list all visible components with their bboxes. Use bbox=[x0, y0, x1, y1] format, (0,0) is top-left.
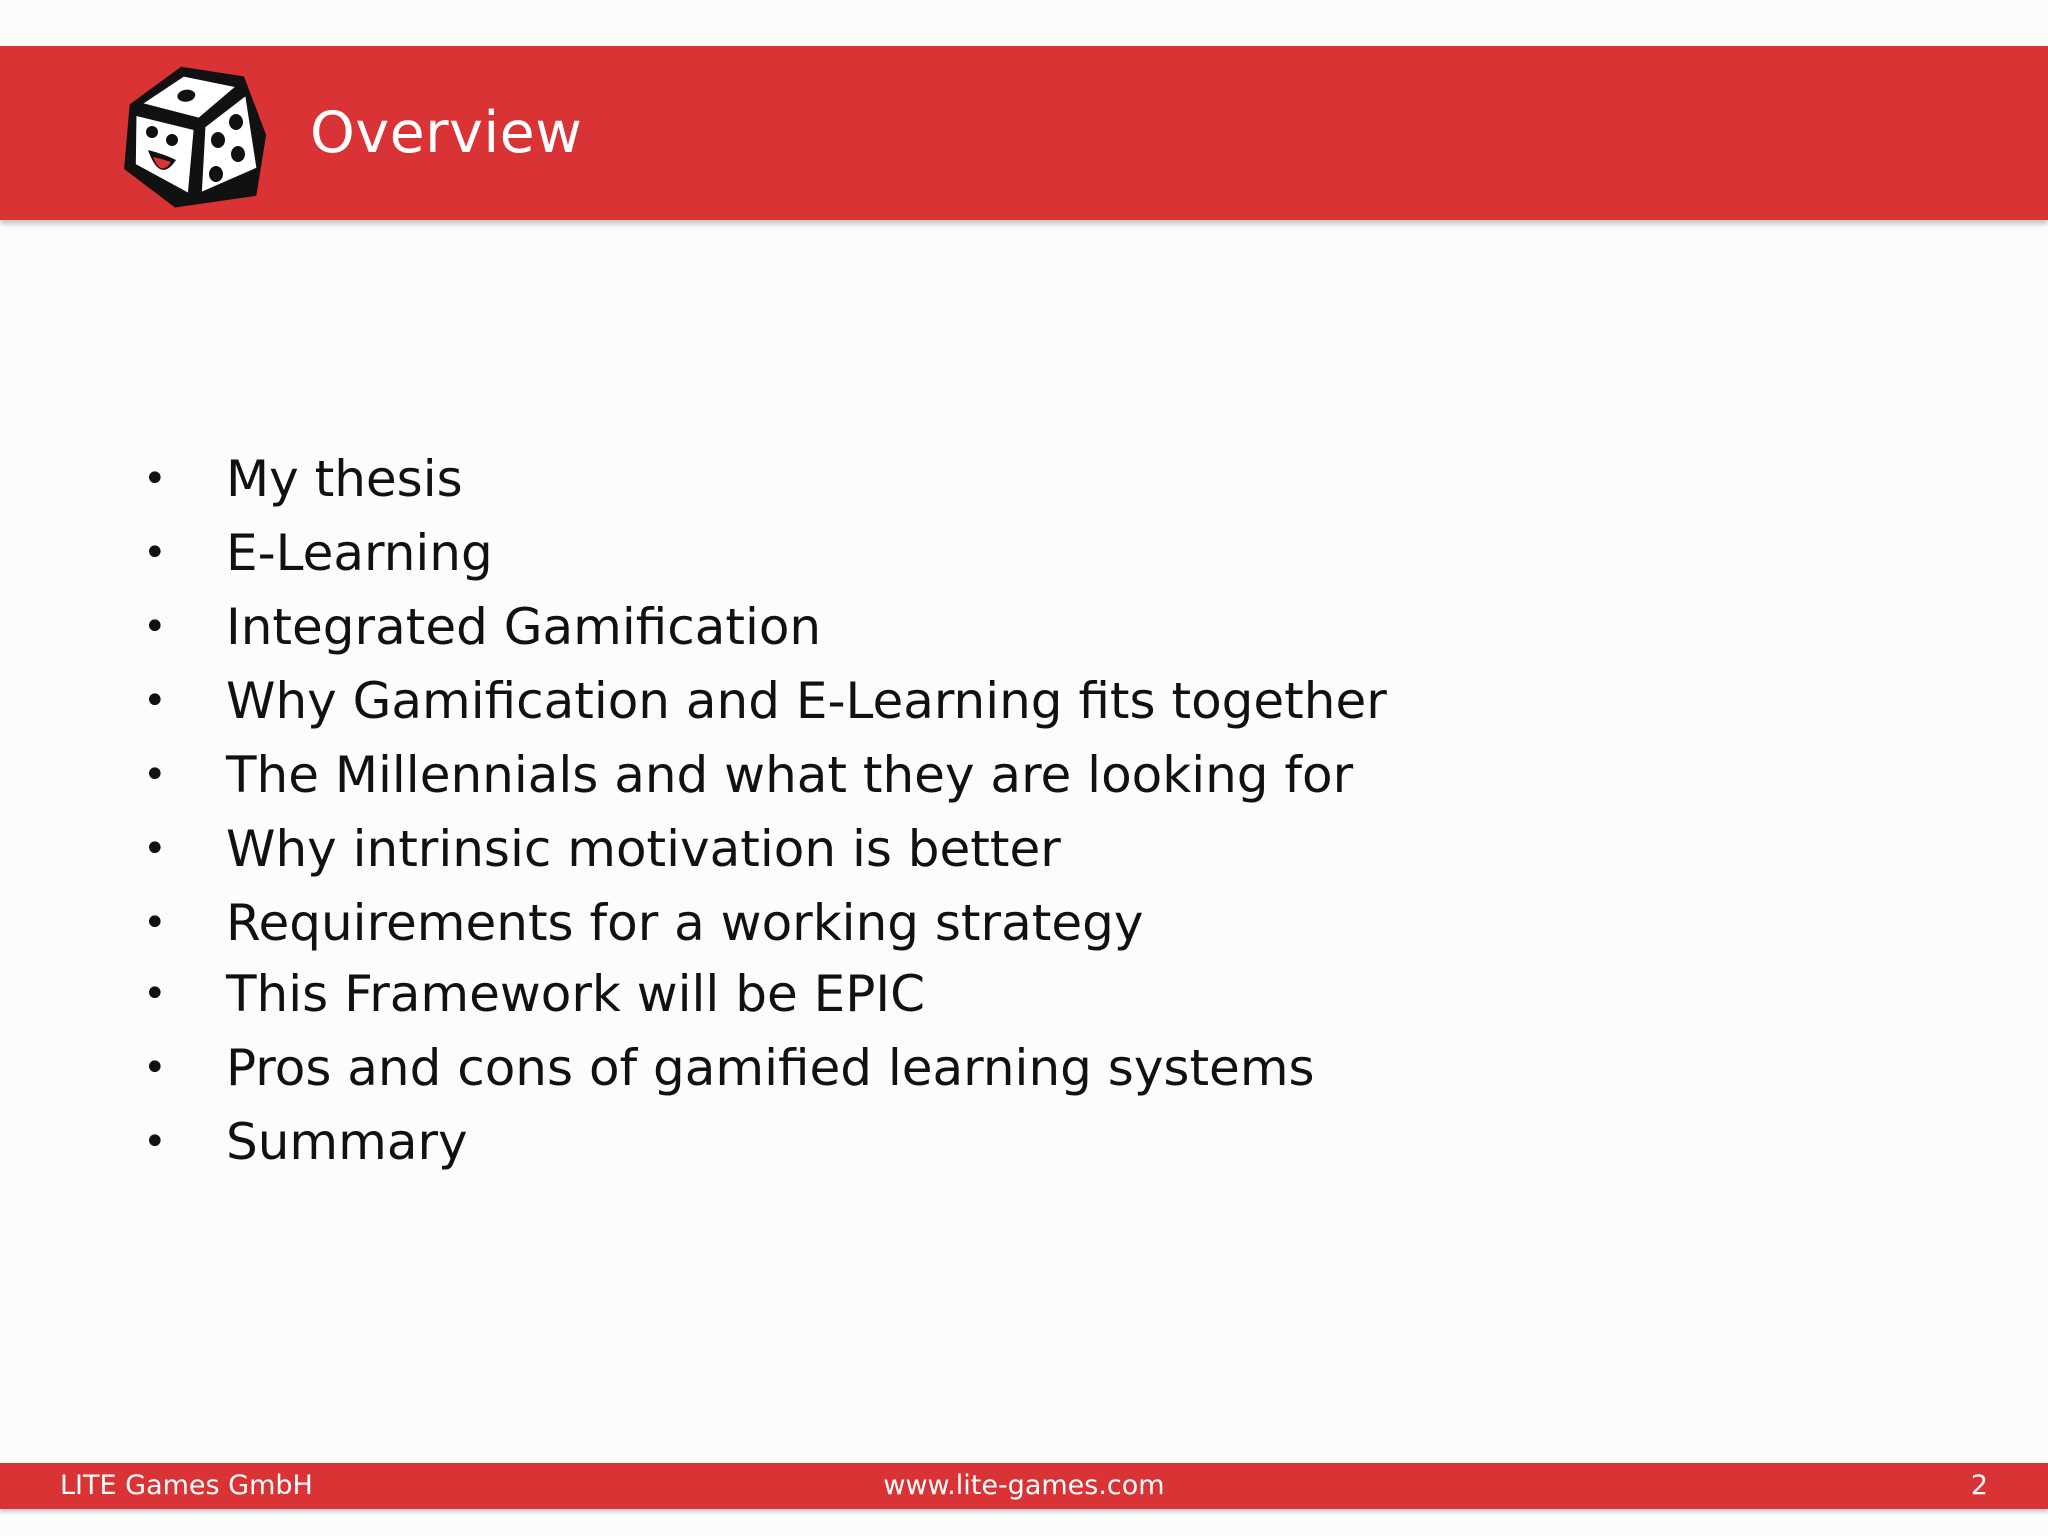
bullet-icon: • bbox=[143, 752, 167, 798]
dice-logo-icon bbox=[114, 60, 274, 210]
footer-website: www.lite-games.com bbox=[883, 1470, 1165, 1501]
bullet-icon: • bbox=[143, 826, 167, 872]
list-item-text: Why intrinsic motivation is better bbox=[226, 820, 1061, 878]
header-bar bbox=[0, 46, 2048, 220]
list-item bbox=[0, 957, 1500, 1031]
bullet-icon: • bbox=[143, 1045, 167, 1091]
list-item-text: Why Gamification and E-Learning fits together bbox=[226, 672, 1387, 730]
bullet-icon: • bbox=[143, 530, 167, 576]
list-item bbox=[0, 886, 1500, 960]
footer-company: LITE Games GmbH bbox=[60, 1470, 313, 1501]
list-item bbox=[0, 738, 1500, 812]
list-item-text: E-Learning bbox=[226, 524, 493, 582]
list-item bbox=[0, 516, 1500, 590]
list-item-text: Requirements for a working strategy bbox=[226, 894, 1144, 952]
list-item-text: The Millennials and what they are looking for bbox=[226, 746, 1354, 804]
list-item bbox=[0, 1105, 1500, 1179]
bullet-icon: • bbox=[143, 678, 167, 724]
list-item-text: Summary bbox=[226, 1113, 468, 1171]
list-item-text: This Framework will be EPIC bbox=[226, 965, 925, 1023]
list-item bbox=[0, 442, 1500, 516]
footer-bar bbox=[0, 1463, 2048, 1509]
list-item-text: My thesis bbox=[226, 450, 463, 508]
slide-title: Overview bbox=[310, 100, 583, 166]
bullet-icon: • bbox=[143, 1119, 167, 1165]
bullet-icon: • bbox=[143, 604, 167, 650]
list-item-text: Integrated Gamification bbox=[226, 598, 822, 656]
bullet-icon: • bbox=[143, 456, 167, 502]
list-item bbox=[0, 812, 1500, 886]
bullet-icon: • bbox=[143, 971, 167, 1017]
list-item bbox=[0, 1031, 1500, 1105]
list-item-text: Pros and cons of gamified learning systems bbox=[226, 1039, 1315, 1097]
page-number: 2 bbox=[1970, 1470, 1988, 1501]
bullet-icon: • bbox=[143, 900, 167, 946]
list-item bbox=[0, 664, 1500, 738]
list-item bbox=[0, 590, 1500, 664]
